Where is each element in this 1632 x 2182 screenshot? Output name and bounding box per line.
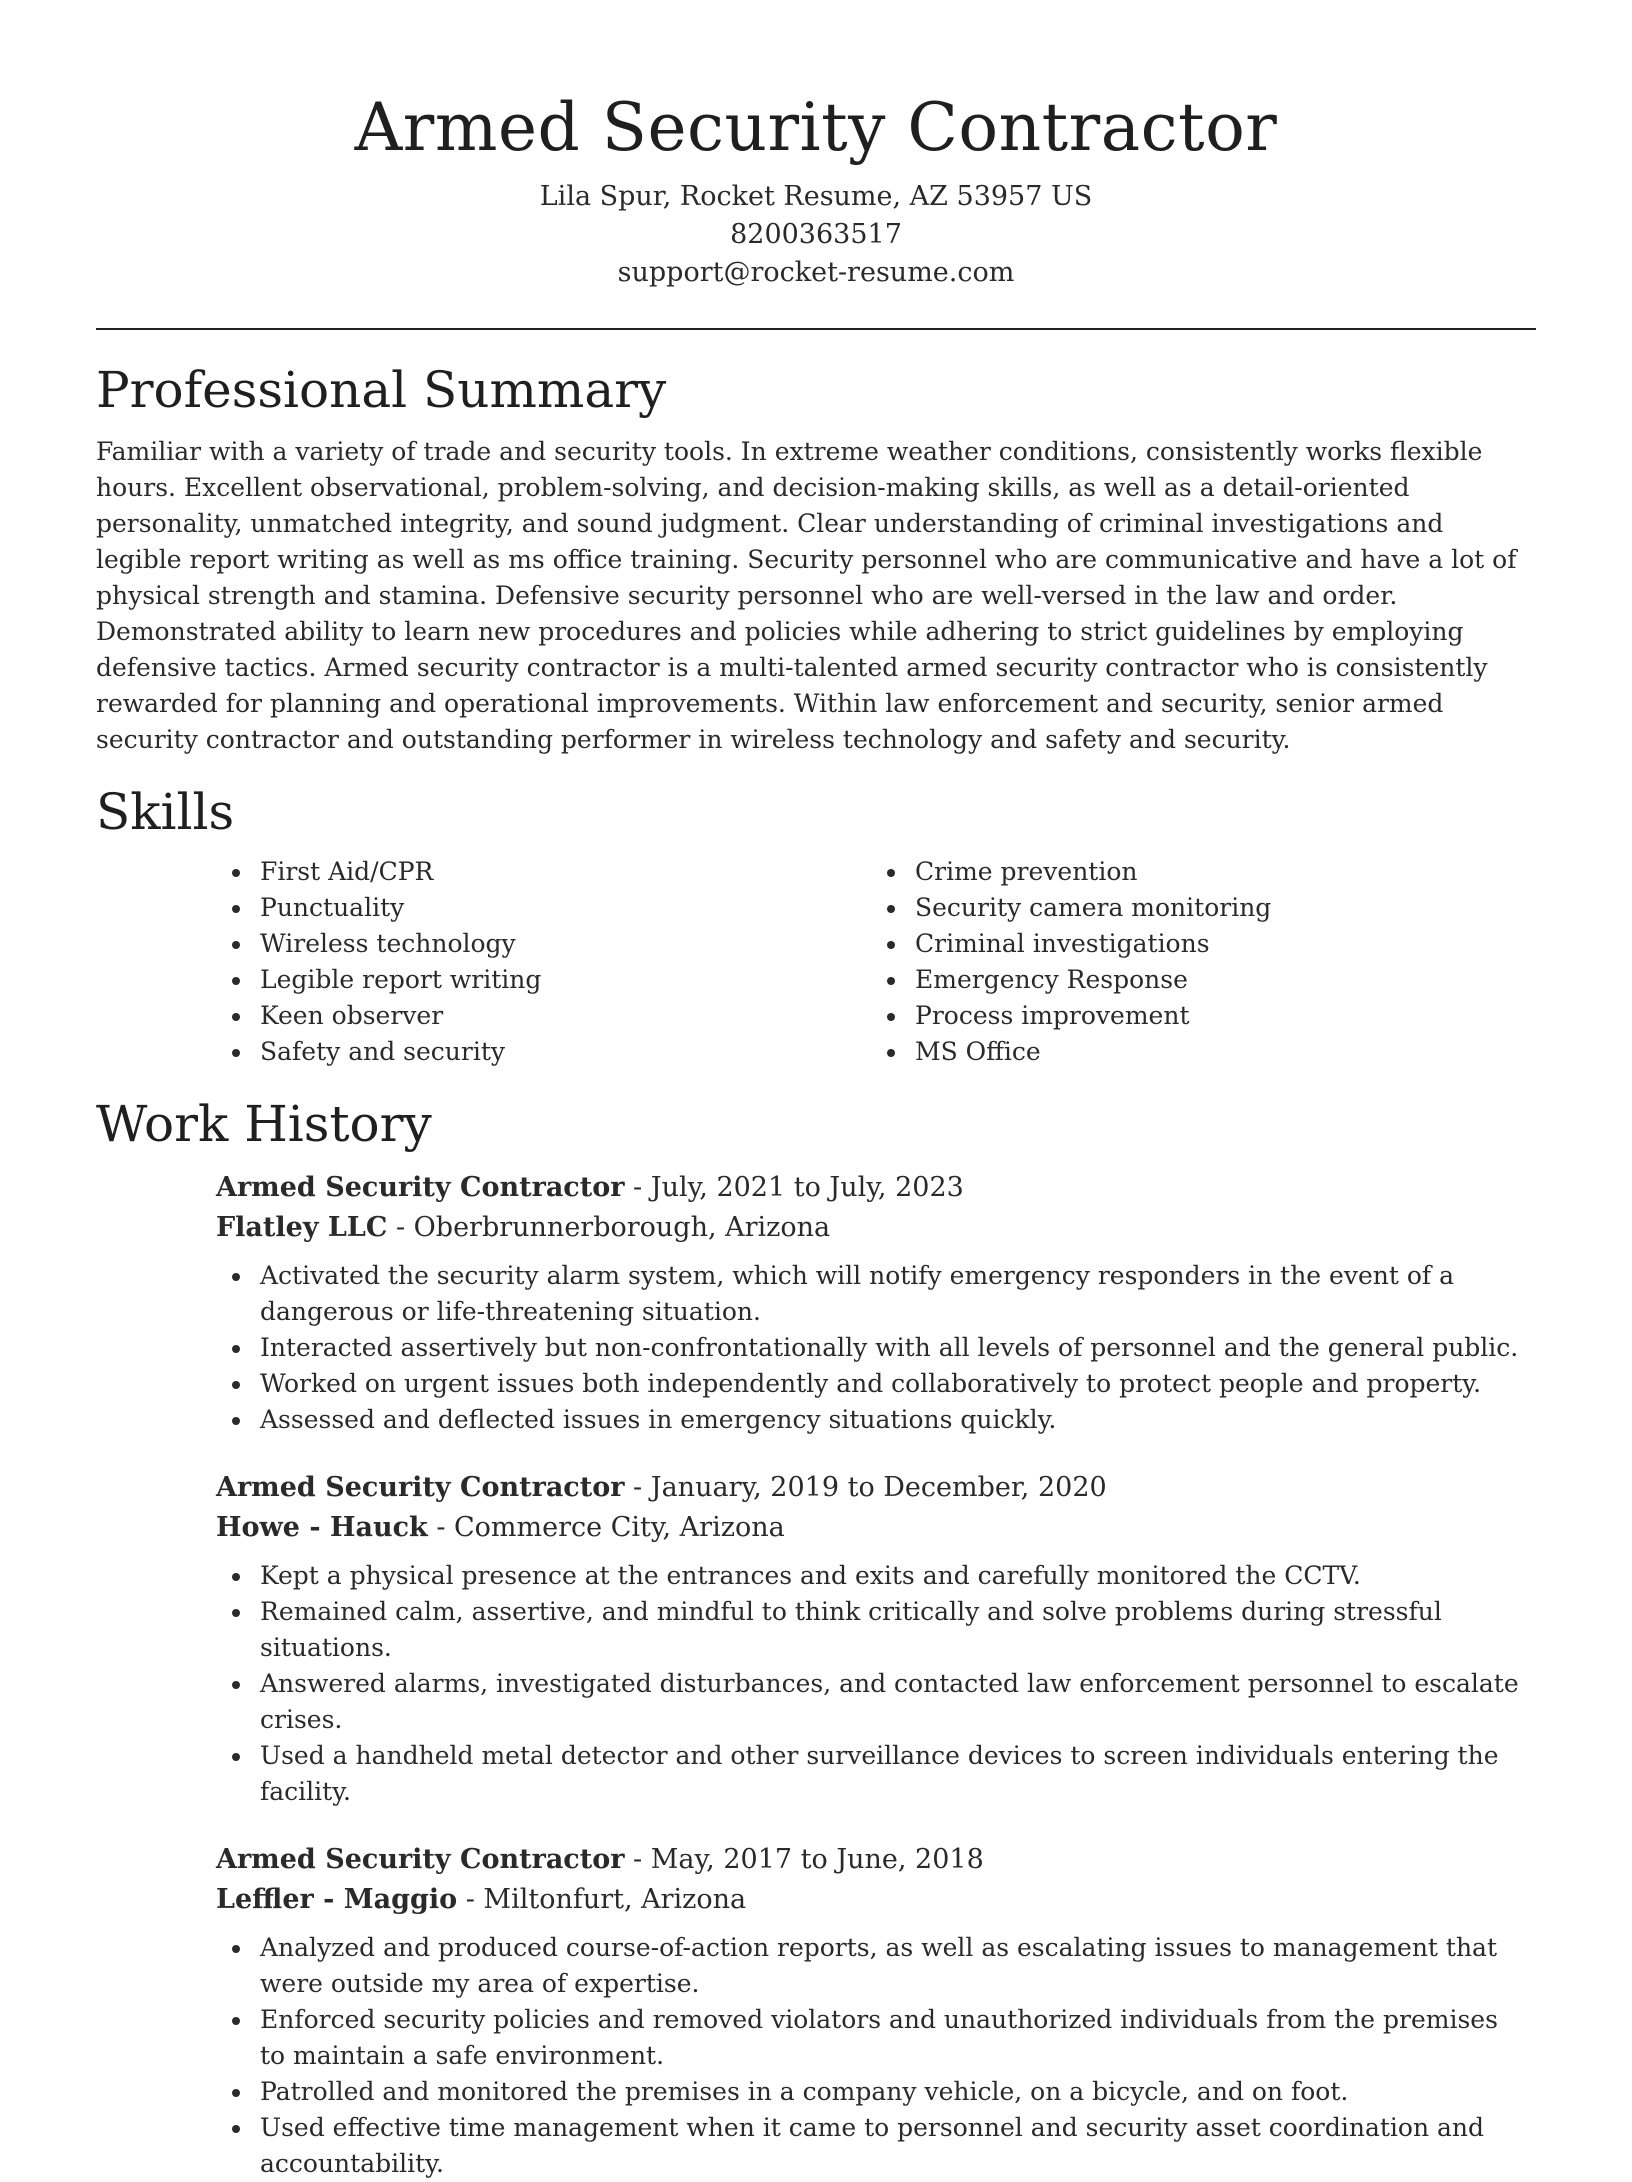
- job-bullet: Enforced security policies and removed violators and unauthorized individuals from the premises to maintain a safe environment.: [260, 2002, 1526, 2074]
- summary-text: Familiar with a variety of trade and security tools. In extreme weather conditions, consistently works flexible hours. Excellent observational, problem-solving, and decision-making skills, as well as a detail-oriented personality, unmatched integrity, and sound judgment. Clear understanding of criminal investigations and legible report writing as well as ms office training. Security personnel who are communicative and have a lot of physical strength and stamina. Defensive security personnel who are well-versed in the law and order. Demonstrated ability to learn new procedures and policies while adhering to strict guidelines by employing defensive tactics. Armed security contractor is a multi-talented armed security contractor who is consistently rewarded for planning and operational improvements. Within law enforcement and security, senior armed security contractor and outstanding performer in wireless technology and safety and security.: [96, 437, 1517, 754]
- contact-address: Lila Spur, Rocket Resume, AZ 53957 US: [539, 181, 1093, 212]
- job-bullet: Remained calm, assertive, and mindful to think critically and solve problems during stressful situations.: [260, 1594, 1526, 1666]
- job-entry: [216, 1840, 1526, 2182]
- skill-item: Crime prevention: [915, 854, 1526, 890]
- job-dates: - July, 2021 to July, 2023: [624, 1172, 964, 1203]
- skill-item: First Aid/CPR: [260, 854, 871, 890]
- job-bullet: Worked on urgent issues both independently and collaboratively to protect people and property.: [260, 1366, 1526, 1402]
- job-location: - Miltonfurt, Arizona: [457, 1884, 747, 1915]
- job-dates: - January, 2019 to December, 2020: [624, 1472, 1107, 1503]
- job-bullet: Assessed and deflected issues in emergency situations quickly.: [260, 1402, 1526, 1438]
- summary-heading: Professional Summary: [96, 361, 667, 419]
- work-history-heading: Work History: [96, 1095, 432, 1153]
- resume-page: [96, 0, 1536, 2182]
- job-location: - Oberbrunnerborough, Arizona: [387, 1212, 831, 1243]
- job-company: Leffler - Maggio: [216, 1884, 458, 1915]
- job-title-line: [216, 1468, 1526, 1508]
- job-bullets: [216, 1558, 1526, 1810]
- header-divider: [96, 328, 1536, 330]
- skills-heading: Skills: [96, 783, 235, 841]
- skill-item: Emergency Response: [915, 962, 1526, 998]
- job-location: - Commerce City, Arizona: [427, 1512, 785, 1543]
- job-title: Armed Security Contractor: [216, 1472, 625, 1503]
- skill-item: MS Office: [915, 1034, 1526, 1070]
- skill-item: Punctuality: [260, 890, 871, 926]
- job-title-line: [216, 1168, 1526, 1208]
- summary-section: [96, 360, 1536, 758]
- job-company: Howe - Hauck: [216, 1512, 428, 1543]
- job-company-line: [216, 1508, 1526, 1548]
- work-history-section: [96, 1094, 1536, 2182]
- skills-grid: [216, 854, 1526, 1070]
- contact-phone: 8200363517: [730, 219, 902, 250]
- contact-info: [96, 178, 1536, 292]
- job-company-line: [216, 1208, 1526, 1248]
- skills-list-right: [871, 854, 1526, 1070]
- job-bullet: Used effective time management when it came to personnel and security asset coordination and accountability.: [260, 2110, 1526, 2182]
- job-bullet: Interacted assertively but non-confrontationally with all levels of personnel and the general public.: [260, 1330, 1526, 1366]
- job-title: Armed Security Contractor: [216, 1844, 625, 1875]
- job-title-line: [216, 1840, 1526, 1880]
- job-entry: [216, 1168, 1526, 1438]
- resume-header: [96, 0, 1536, 292]
- skill-item: Security camera monitoring: [915, 890, 1526, 926]
- job-company-line: [216, 1880, 1526, 1920]
- job-bullet: Activated the security alarm system, which will notify emergency responders in the event of a dangerous or life-threatening situation.: [260, 1258, 1526, 1330]
- job-bullet: Used a handheld metal detector and other surveillance devices to screen individuals entering the facility.: [260, 1738, 1526, 1810]
- job-bullets: [216, 1258, 1526, 1438]
- skill-item: Legible report writing: [260, 962, 871, 998]
- job-bullets: [216, 1930, 1526, 2182]
- skill-item: Criminal investigations: [915, 926, 1526, 962]
- resume-title: Armed Security Contractor: [354, 89, 1278, 166]
- skills-section: [96, 782, 1536, 1070]
- job-company: Flatley LLC: [216, 1212, 388, 1243]
- skill-item: Wireless technology: [260, 926, 871, 962]
- job-entry: [216, 1468, 1526, 1810]
- job-title: Armed Security Contractor: [216, 1172, 625, 1203]
- skills-list-left: [216, 854, 871, 1070]
- job-dates: - May, 2017 to June, 2018: [624, 1844, 984, 1875]
- job-bullet: Analyzed and produced course-of-action reports, as well as escalating issues to management that were outside my area of expertise.: [260, 1930, 1526, 2002]
- skill-item: Safety and security: [260, 1034, 871, 1070]
- job-bullet: Patrolled and monitored the premises in a company vehicle, on a bicycle, and on foot.: [260, 2074, 1526, 2110]
- skill-item: Process improvement: [915, 998, 1526, 1034]
- contact-email[interactable]: support@rocket-resume.com: [617, 257, 1015, 288]
- job-bullet: Kept a physical presence at the entrances and exits and carefully monitored the CCTV.: [260, 1558, 1526, 1594]
- job-bullet: Answered alarms, investigated disturbances, and contacted law enforcement personnel to escalate crises.: [260, 1666, 1526, 1738]
- skill-item: Keen observer: [260, 998, 871, 1034]
